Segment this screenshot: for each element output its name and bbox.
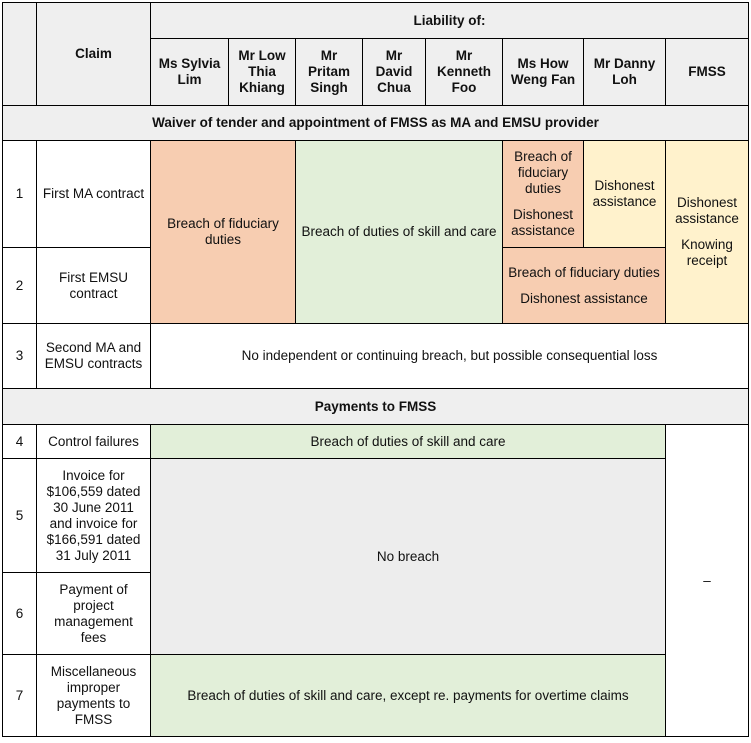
cell-row4-skill-care: Breach of duties of skill and care — [151, 425, 666, 459]
cell-how-row1 — [503, 141, 584, 248]
row-number-3: 3 — [3, 324, 37, 389]
section-payments-heading: Payments to FMSS — [3, 389, 749, 425]
cell-fmss-payments: – — [666, 425, 749, 737]
row-number-5: 5 — [3, 459, 37, 573]
row-number-6: 6 — [3, 573, 37, 655]
cell-row3-consequential-loss: No independent or continuing breach, but possible consequential loss — [151, 324, 749, 389]
claim-first-ma-contract: First MA contract — [37, 141, 151, 248]
row-number-1: 1 — [3, 141, 37, 248]
how-row1-fiduciary-text: Breach of fiduciary duties — [514, 149, 572, 196]
header-blank-cell — [3, 3, 37, 106]
cell-rows5-6-no-breach: No breach — [151, 459, 666, 655]
liability-table — [2, 2, 749, 737]
party-header-kenneth-foo: Mr Kenneth Foo — [426, 39, 503, 106]
how-loh-row2-fiduciary-text: Breach of fiduciary duties — [508, 264, 660, 280]
cell-how-loh-row2 — [503, 248, 666, 324]
party-header-pritam-singh: Mr Pritam Singh — [296, 39, 363, 106]
party-header-low-thia-khiang: Mr Low Thia Khiang — [229, 39, 296, 106]
how-loh-row2-dishonest-text: Dishonest assistance — [520, 290, 648, 306]
liability-of-header: Liability of: — [151, 3, 749, 39]
cell-lim-low-fiduciary: Breach of fiduciary duties — [151, 141, 296, 324]
claim-first-emsu-contract: First EMSU contract — [37, 248, 151, 324]
cell-singh-chua-foo-skill-care: Breach of duties of skill and care — [296, 141, 503, 324]
party-header-danny-loh: Mr Danny Loh — [584, 39, 666, 106]
how-row1-dishonest-text: Dishonest assistance — [511, 207, 575, 238]
claim-invoices: Invoice for $106,559 dated 30 June 2011 and invoice for $166,591 dated 31 July 2011 — [37, 459, 151, 573]
claim-misc-improper-payments: Miscellaneous improper payments to FMSS — [37, 655, 151, 737]
section-waiver-heading: Waiver of tender and appointment of FMSS as MA and EMSU provider — [3, 106, 749, 141]
fmss-dishonest-text: Dishonest assistance — [675, 195, 739, 226]
fmss-knowing-receipt-text: Knowing receipt — [681, 237, 733, 268]
row-number-7: 7 — [3, 655, 37, 737]
party-header-fmss: FMSS — [666, 39, 749, 106]
cell-loh-row1-dishonest: Dishonest assistance — [584, 141, 666, 248]
cell-row7-skill-care-except: Breach of duties of skill and care, except re. payments for overtime claims — [151, 655, 666, 737]
claim-header: Claim — [37, 3, 151, 106]
party-header-sylvia-lim: Ms Sylvia Lim — [151, 39, 229, 106]
claim-project-management-fees: Payment of project management fees — [37, 573, 151, 655]
claim-control-failures: Control failures — [37, 425, 151, 459]
party-header-how-weng-fan: Ms How Weng Fan — [503, 39, 584, 106]
claim-second-ma-emsu: Second MA and EMSU contracts — [37, 324, 151, 389]
row-number-4: 4 — [3, 425, 37, 459]
row-number-2: 2 — [3, 248, 37, 324]
cell-fmss-waiver — [666, 141, 749, 324]
party-header-david-chua: Mr David Chua — [363, 39, 426, 106]
